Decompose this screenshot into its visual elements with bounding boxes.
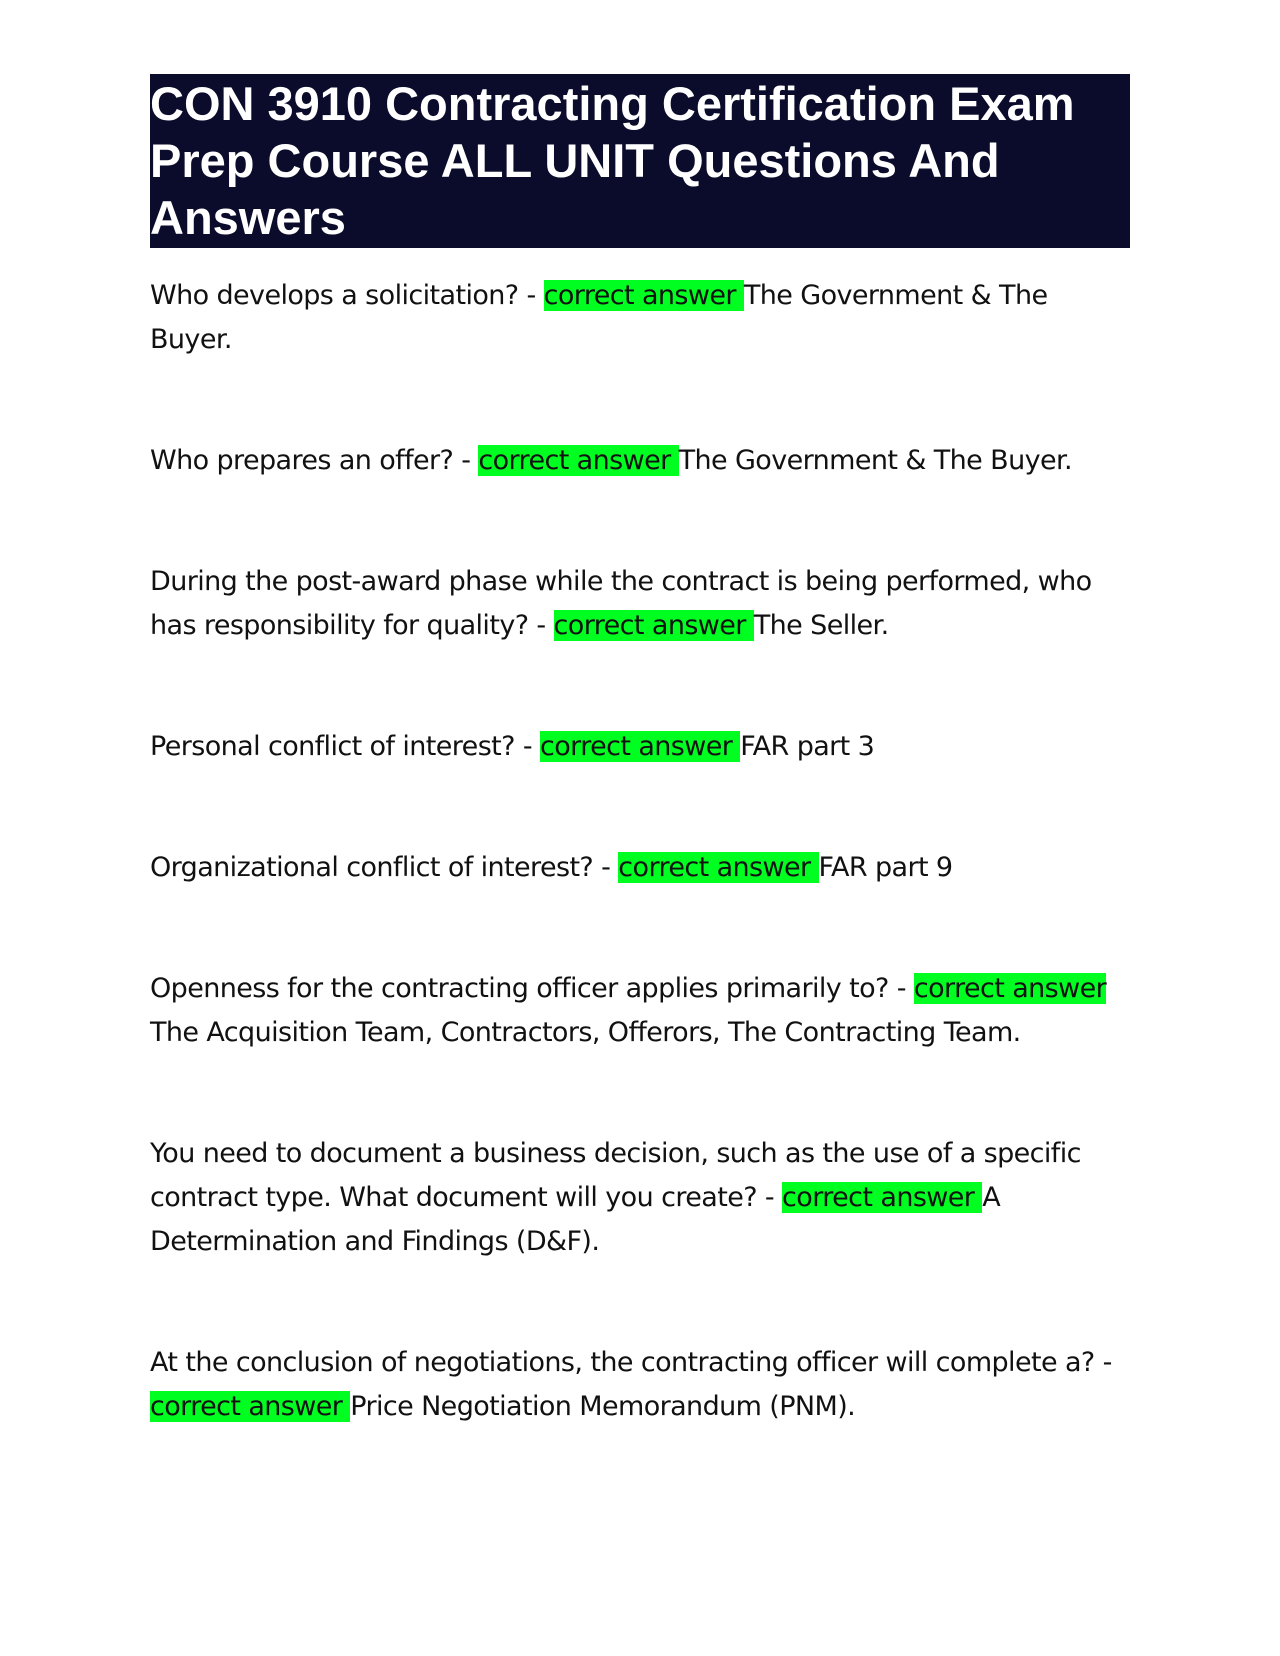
answer-label: correct answer	[540, 731, 733, 762]
answer-highlight	[478, 445, 678, 476]
question-text: You need to document a business decision, such as the use of a specific contract type. What document will you create?	[150, 1138, 1081, 1213]
answer-highlight	[618, 852, 818, 883]
answer-label: correct answer	[618, 852, 811, 883]
answer-highlight	[782, 1182, 982, 1213]
question-text: At the conclusion of negotiations, the contracting officer will complete a?	[150, 1347, 1095, 1378]
separator: -	[518, 280, 544, 311]
separator: -	[756, 1182, 783, 1213]
separator: -	[514, 731, 540, 762]
qa-item	[150, 560, 1130, 648]
answer-highlight	[544, 280, 744, 311]
question-text: Openness for the contracting officer applies primarily to?	[150, 973, 889, 1004]
separator: -	[528, 610, 554, 641]
qa-item	[150, 274, 1130, 362]
answer-label: correct answer	[150, 1391, 343, 1422]
answer-label: correct answer	[913, 973, 1107, 1004]
separator: -	[593, 852, 619, 883]
separator: -	[888, 973, 914, 1004]
question-text: During the post-award phase while the contract is being performed, who has responsibility for quality?	[150, 566, 1092, 641]
question-text: Personal conflict of interest?	[150, 731, 515, 762]
qa-item	[150, 846, 1130, 890]
question-text: Who prepares an offer?	[150, 445, 454, 476]
answer-text: Price Negotiation Memorandum (PNM).	[350, 1391, 856, 1422]
answer-text: The Seller.	[753, 610, 889, 641]
document-page	[150, 74, 1130, 1506]
answer-highlight	[914, 973, 1106, 1004]
answer-text: The Government & The Buyer.	[678, 445, 1073, 476]
separator: -	[1094, 1347, 1112, 1378]
qa-item	[150, 1341, 1130, 1429]
document-title: CON 3910 Contracting Certification Exam Prep Course ALL UNIT Questions And Answers	[150, 74, 1130, 248]
qa-item	[150, 439, 1130, 483]
qa-item	[150, 967, 1130, 1055]
answer-text: A Determination and Findings (D&F).	[150, 1182, 1001, 1257]
qa-list	[150, 274, 1130, 1429]
answer-label: correct answer	[543, 280, 736, 311]
qa-item	[150, 1132, 1130, 1264]
answer-label: correct answer	[782, 1182, 975, 1213]
separator: -	[453, 445, 479, 476]
answer-label: correct answer	[478, 445, 671, 476]
answer-text: The Acquisition Team, Contractors, Offerors, The Contracting Team.	[150, 1017, 1021, 1048]
question-text: Organizational conflict of interest?	[150, 852, 594, 883]
answer-highlight	[554, 610, 754, 641]
qa-item	[150, 725, 1130, 769]
answer-text: FAR part 9	[818, 852, 953, 883]
answer-highlight	[540, 731, 740, 762]
answer-highlight	[150, 1391, 350, 1422]
answer-text: The Government & The Buyer.	[150, 280, 1048, 355]
answer-label: correct answer	[553, 610, 746, 641]
question-text: Who develops a solicitation?	[150, 280, 519, 311]
answer-text: FAR part 3	[740, 731, 875, 762]
